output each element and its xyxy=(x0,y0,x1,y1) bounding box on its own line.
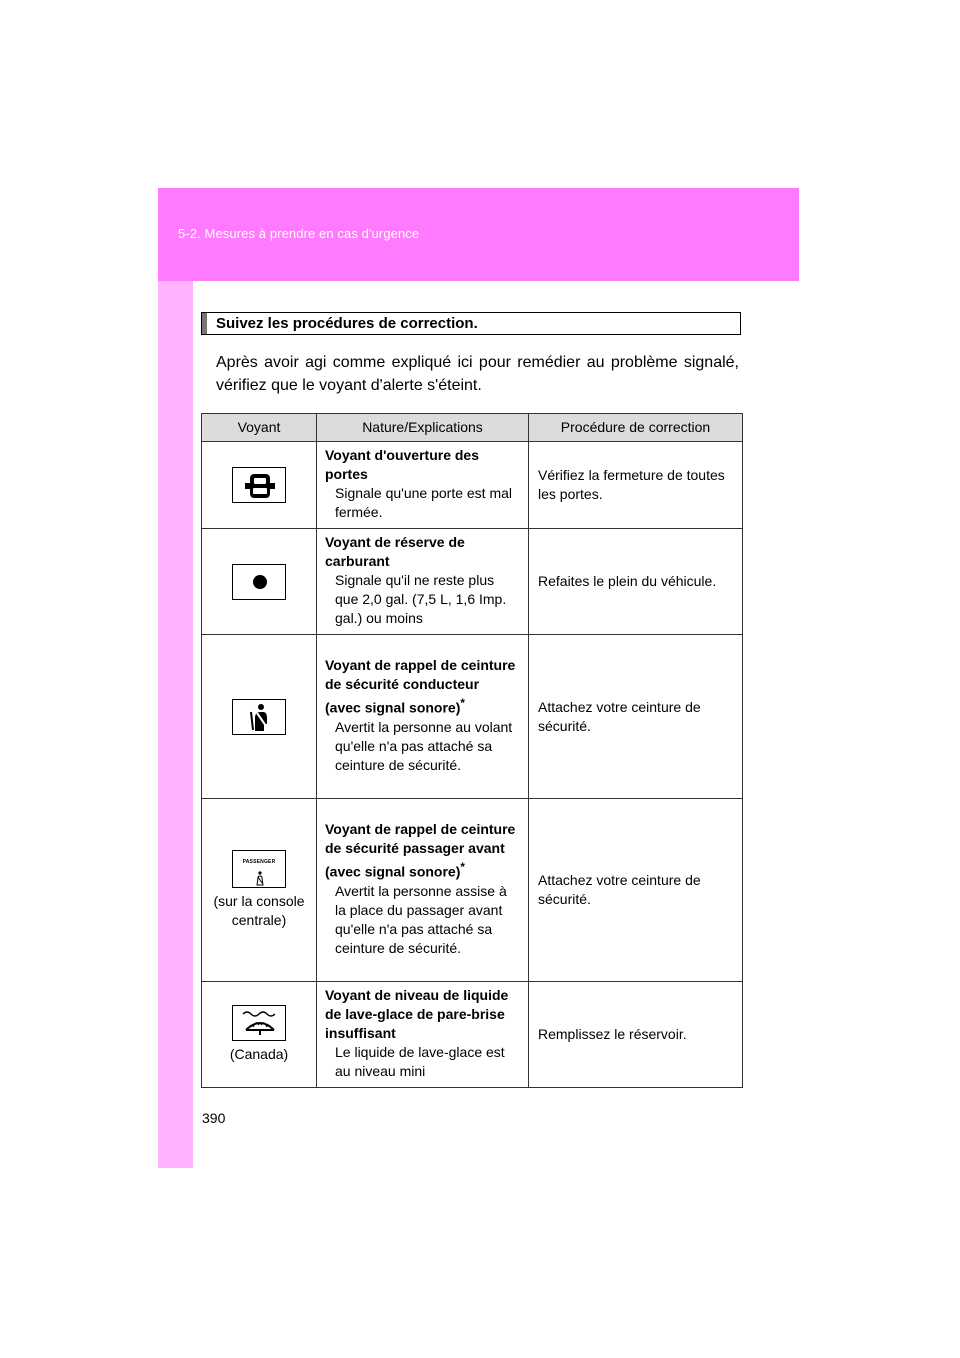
page-number: 390 xyxy=(202,1110,226,1126)
warning-description: Avertit la personne assise à la place du passager avant qu'elle n'a pas attaché sa ceinture de sécurité. xyxy=(335,882,507,956)
warning-description: Signale qu'une porte est mal fermée. xyxy=(335,485,513,520)
warning-description: Avertit la personne au volant qu'elle n'a pas attaché sa ceinture de sécurité. xyxy=(335,718,513,773)
procedure-cell: Attachez votre ceinture de sécurité. xyxy=(529,799,743,982)
audible-signal-note: (avec signal sonore) xyxy=(325,863,461,880)
heading-marker xyxy=(202,313,207,334)
procedure-cell: Attachez votre ceinture de sécurité. xyxy=(529,635,743,799)
door-open-warning-icon xyxy=(232,467,286,503)
nature-cell xyxy=(317,529,529,635)
audible-signal-note: (avec signal sonore) xyxy=(325,699,461,716)
warning-lights-table xyxy=(201,413,743,1088)
table-header-row xyxy=(202,414,743,442)
washer-fluid-low-icon xyxy=(232,1005,286,1041)
section-heading: Suivez les procédures de correction. xyxy=(216,315,478,332)
icon-cell xyxy=(202,982,317,1088)
nature-cell xyxy=(317,982,529,1088)
intro-paragraph: Après avoir agi comme expliqué ici pour remédier au problème signalé, vérifiez que le voyant d'alerte s'éteint. xyxy=(216,354,739,394)
table-row xyxy=(202,442,743,529)
passenger-seatbelt-reminder-icon xyxy=(232,850,286,888)
table-row xyxy=(202,529,743,635)
icon-cell xyxy=(202,799,317,982)
icon-location-note: (sur la console centrale) xyxy=(213,893,305,928)
icon-region-note: (Canada) xyxy=(229,1046,289,1062)
chapter-side-strip xyxy=(158,281,193,1168)
header-procedure: Procédure de correction xyxy=(529,414,743,442)
warning-title: Voyant de rappel de ceinture de sécurité passager avant xyxy=(325,821,516,857)
table-row xyxy=(202,635,743,799)
warning-subtitle xyxy=(325,858,520,882)
warning-title: Voyant de niveau de liquide de lave-glace de pare-brise insuffisant xyxy=(325,987,509,1041)
warning-subtitle xyxy=(325,694,520,718)
procedure-cell: Refaites le plein du véhicule. xyxy=(529,529,743,635)
warning-description: Signale qu'il ne reste plus que 2,0 gal. (7,5 L, 1,6 Imp. gal.) ou moins xyxy=(335,572,507,626)
asterisk-mark: * xyxy=(460,697,465,711)
procedure-cell: Remplissez le réservoir. xyxy=(529,982,743,1088)
low-fuel-warning-icon xyxy=(232,564,286,600)
icon-cell xyxy=(202,442,317,529)
asterisk-mark: * xyxy=(460,861,465,875)
passenger-icon-label: PASSENGER xyxy=(242,859,276,865)
header-voyant: Voyant xyxy=(202,414,317,442)
warning-title: Voyant d'ouverture des portes xyxy=(325,447,479,482)
warning-title: Voyant de réserve de carburant xyxy=(325,534,465,569)
nature-cell xyxy=(317,799,529,982)
table-row xyxy=(202,982,743,1088)
driver-seatbelt-reminder-icon xyxy=(232,699,286,735)
procedure-cell: Vérifiez la fermeture de toutes les portes. xyxy=(529,442,743,529)
icon-cell xyxy=(202,529,317,635)
warning-description: Le liquide de lave-glace est au niveau mini xyxy=(335,1044,505,1079)
section-heading-box xyxy=(201,312,741,335)
warning-title: Voyant de rappel de ceinture de sécurité conducteur xyxy=(325,657,516,693)
icon-cell xyxy=(202,635,317,799)
table-row xyxy=(202,799,743,982)
nature-cell xyxy=(317,442,529,529)
header-nature: Nature/Explications xyxy=(317,414,529,442)
section-breadcrumb: 5-2. Mesures à prendre en cas d'urgence xyxy=(178,226,420,241)
nature-cell xyxy=(317,635,529,799)
